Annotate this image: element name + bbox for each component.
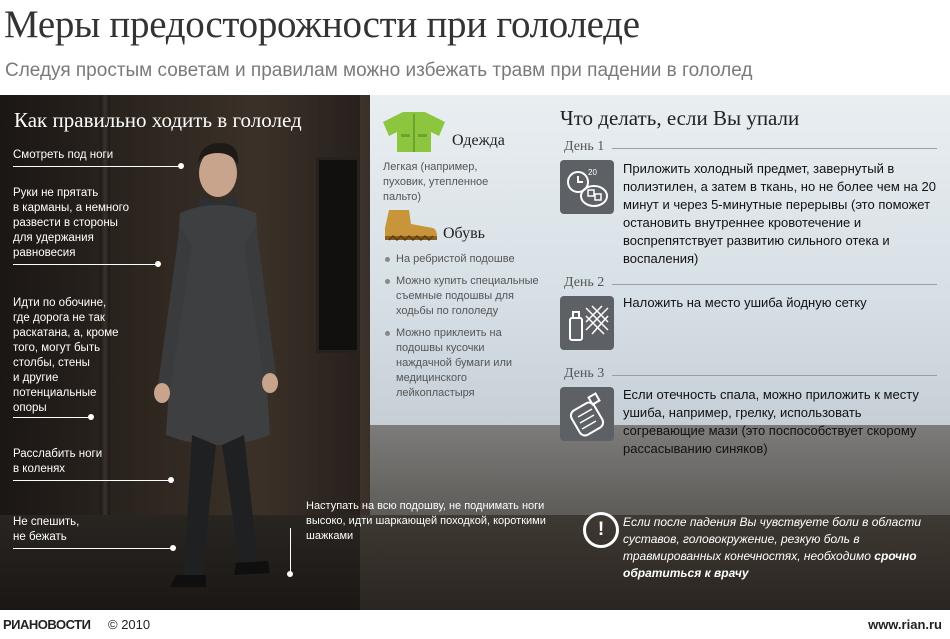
day-2-label: День 2 (564, 275, 605, 290)
tip-pointer-dot (155, 261, 161, 267)
tip-line: не бежать (13, 531, 67, 543)
tip-pointer-dot (168, 477, 174, 483)
fall-heading: Что делать, если Вы упали (560, 106, 800, 130)
tip-line: и другие (13, 372, 59, 384)
tip-line: в коленях (13, 463, 66, 475)
walk-heading: Как правильно ходить в гололед (14, 108, 302, 132)
tip-line: где дорога не так (13, 312, 105, 324)
site-link[interactable]: www.rian.ru (868, 617, 942, 632)
tip-pointer-dot (170, 545, 176, 551)
tip-leader-line (13, 480, 171, 481)
day-2-text: Наложить на место ушиба йодную сетку (623, 295, 867, 310)
list-item: На ребристой подошве (383, 252, 543, 267)
doctor-warning (623, 514, 933, 582)
tip-line: Не спешить, (13, 516, 80, 528)
tip-pointer-dot (178, 163, 184, 169)
tip-line: для удержания (13, 232, 94, 244)
tip-pointer-dot (88, 414, 94, 420)
tip-line: опоры (13, 402, 47, 414)
shoes-heading: Обувь (443, 225, 485, 242)
jacket-icon (381, 108, 447, 154)
step-leader-line (290, 528, 291, 574)
tip-knees (13, 447, 102, 477)
clothes-heading: Одежда (452, 132, 505, 149)
iodine-grid-icon (560, 296, 614, 350)
tip-line: равновесия (13, 247, 76, 259)
exclamation-icon: ! (583, 512, 619, 548)
tip-line: Идти по обочине, (13, 297, 107, 309)
boot-icon (381, 208, 439, 242)
tip-line: столбы, стены (13, 357, 90, 369)
tip-no-rush (13, 515, 79, 545)
copyright: © 2010 (108, 617, 151, 632)
list-item: Можно приклеить на подошвы кусочки наждачной бумаги или медицинского лейкопластыря (383, 326, 543, 401)
walking-man-figure (140, 135, 290, 605)
day-divider (612, 284, 937, 285)
clothes-description: Легкая (например, пуховик, утепленное пальто) (383, 161, 489, 203)
tip-line: Смотреть под ноги (13, 149, 114, 161)
hot-water-bottle-icon (560, 387, 614, 441)
day-divider (612, 148, 937, 149)
tip-line: в карманы, а немного (13, 202, 130, 214)
tip-leader-line (13, 166, 181, 167)
ice-timer-icon (560, 160, 614, 214)
tip-line: Руки не прятать (13, 187, 99, 199)
tip-look-down (13, 148, 113, 163)
day-1-label: День 1 (564, 139, 605, 154)
tip-line: раскатана, а, кроме (13, 327, 119, 339)
warning-text: Если после падения Вы чувствуете боли в области суставов, головокружение, резкую боль в травмированных конечностях, необходимо (623, 515, 922, 563)
tip-line: потенциальные (13, 387, 97, 399)
page-title: Меры предосторожности при гололеде (4, 3, 640, 46)
day-1-text: Приложить холодный предмет, завернутый в полиэтилен, а затем в ткань, но не более чем на 20 минут и через 5-минутные перерывы (это поможет остановить внутреннее кровотечение и воспрепятствует развитию сильного отека и воспаления) (623, 161, 936, 266)
ria-novosti-logo: РИАНОВОСТИ (3, 617, 91, 632)
day-divider (612, 375, 937, 376)
day-3-text: Если отечность спала, можно приложить к месту ушиба, например, грелку, использовать согревающие мази (это поспособствует скорому рассасыванию синяков) (623, 387, 919, 456)
tip-hands (13, 186, 129, 261)
step-pointer-dot (287, 571, 293, 577)
tip-leader-line (13, 548, 173, 549)
day-3-label: День 3 (564, 366, 605, 381)
page-subtitle: Следуя простым советам и правилам можно избежать травм при падении в гололед (5, 60, 753, 81)
timer-label: 20 (588, 168, 597, 177)
tip-line: Расслабить ноги (13, 448, 103, 460)
tip-line: того, могут быть (13, 342, 101, 354)
tip-roadside (13, 296, 119, 416)
step-advice: Наступать на всю подошву, не поднимать ноги высоко, идти шаркающей походкой, короткими шажками (306, 500, 546, 542)
list-item: Можно купить специальные съемные подошвы для ходьбы по гололеду (383, 274, 543, 319)
tip-line: развести в стороны (13, 217, 118, 229)
tip-leader-line (13, 417, 91, 418)
shoe-tips-list (383, 252, 543, 408)
warning-emphasis: срочно обратиться к врачу (623, 549, 917, 580)
tip-leader-line (13, 264, 158, 265)
